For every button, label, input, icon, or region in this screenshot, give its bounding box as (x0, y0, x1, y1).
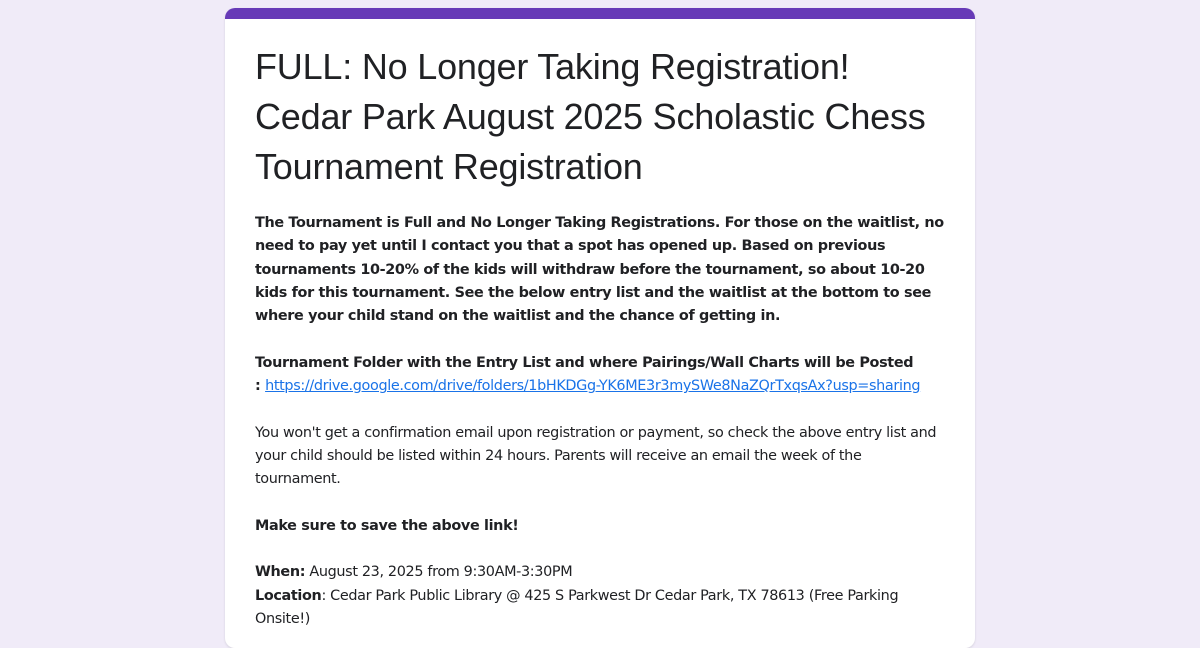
save-link-note: Make sure to save the above link! (255, 517, 519, 534)
when-label: When: (255, 564, 306, 581)
form-header-content (225, 42, 975, 631)
confirmation-notice: You won't get a confirmation email upon registration or payment, so check the above entry list and your child should be listed within 24 hours. Parents will receive an email the week of the tournament. (255, 424, 937, 488)
waitlist-notice: The Tournament is Full and No Longer Taking Registrations. For those on the waitlist, no need to pay yet until I contact you that a spot has opened up. Based on previous tournaments 10-20% of the kids will withdraw before the tournament, so about 10-20 kids for this tournament. See the below entry list and the waitlist at the bottom to see where your child stand on the waitlist and the chance of getting in. (255, 215, 944, 325)
when-value: August 23, 2025 from 9:30AM-3:30PM (305, 564, 573, 581)
location-label: Location (255, 587, 322, 604)
form-description (255, 212, 945, 631)
form-header-card (225, 8, 975, 648)
tournament-folder-label: Tournament Folder with the Entry List and where Pairings/Wall Charts will be Posted (255, 354, 914, 371)
tournament-folder-paragraph (255, 352, 945, 399)
when-line (255, 561, 945, 584)
folder-separator: : (255, 378, 266, 395)
form-accent-bar (225, 8, 975, 19)
location-value: : Cedar Park Public Library @ 425 S Parkwest Dr Cedar Park, TX 78613 (Free Parking Onsite!) (255, 587, 899, 628)
tournament-folder-link[interactable]: https://drive.google.com/drive/folders/1bHKDGg-YK6ME3r3mySWe8NaZQrTxqsAx?usp=sharing (265, 378, 921, 395)
location-line (255, 585, 945, 632)
form-title: FULL: No Longer Taking Registration! Cedar Park August 2025 Scholastic Chess Tournament Registration (255, 46, 926, 187)
